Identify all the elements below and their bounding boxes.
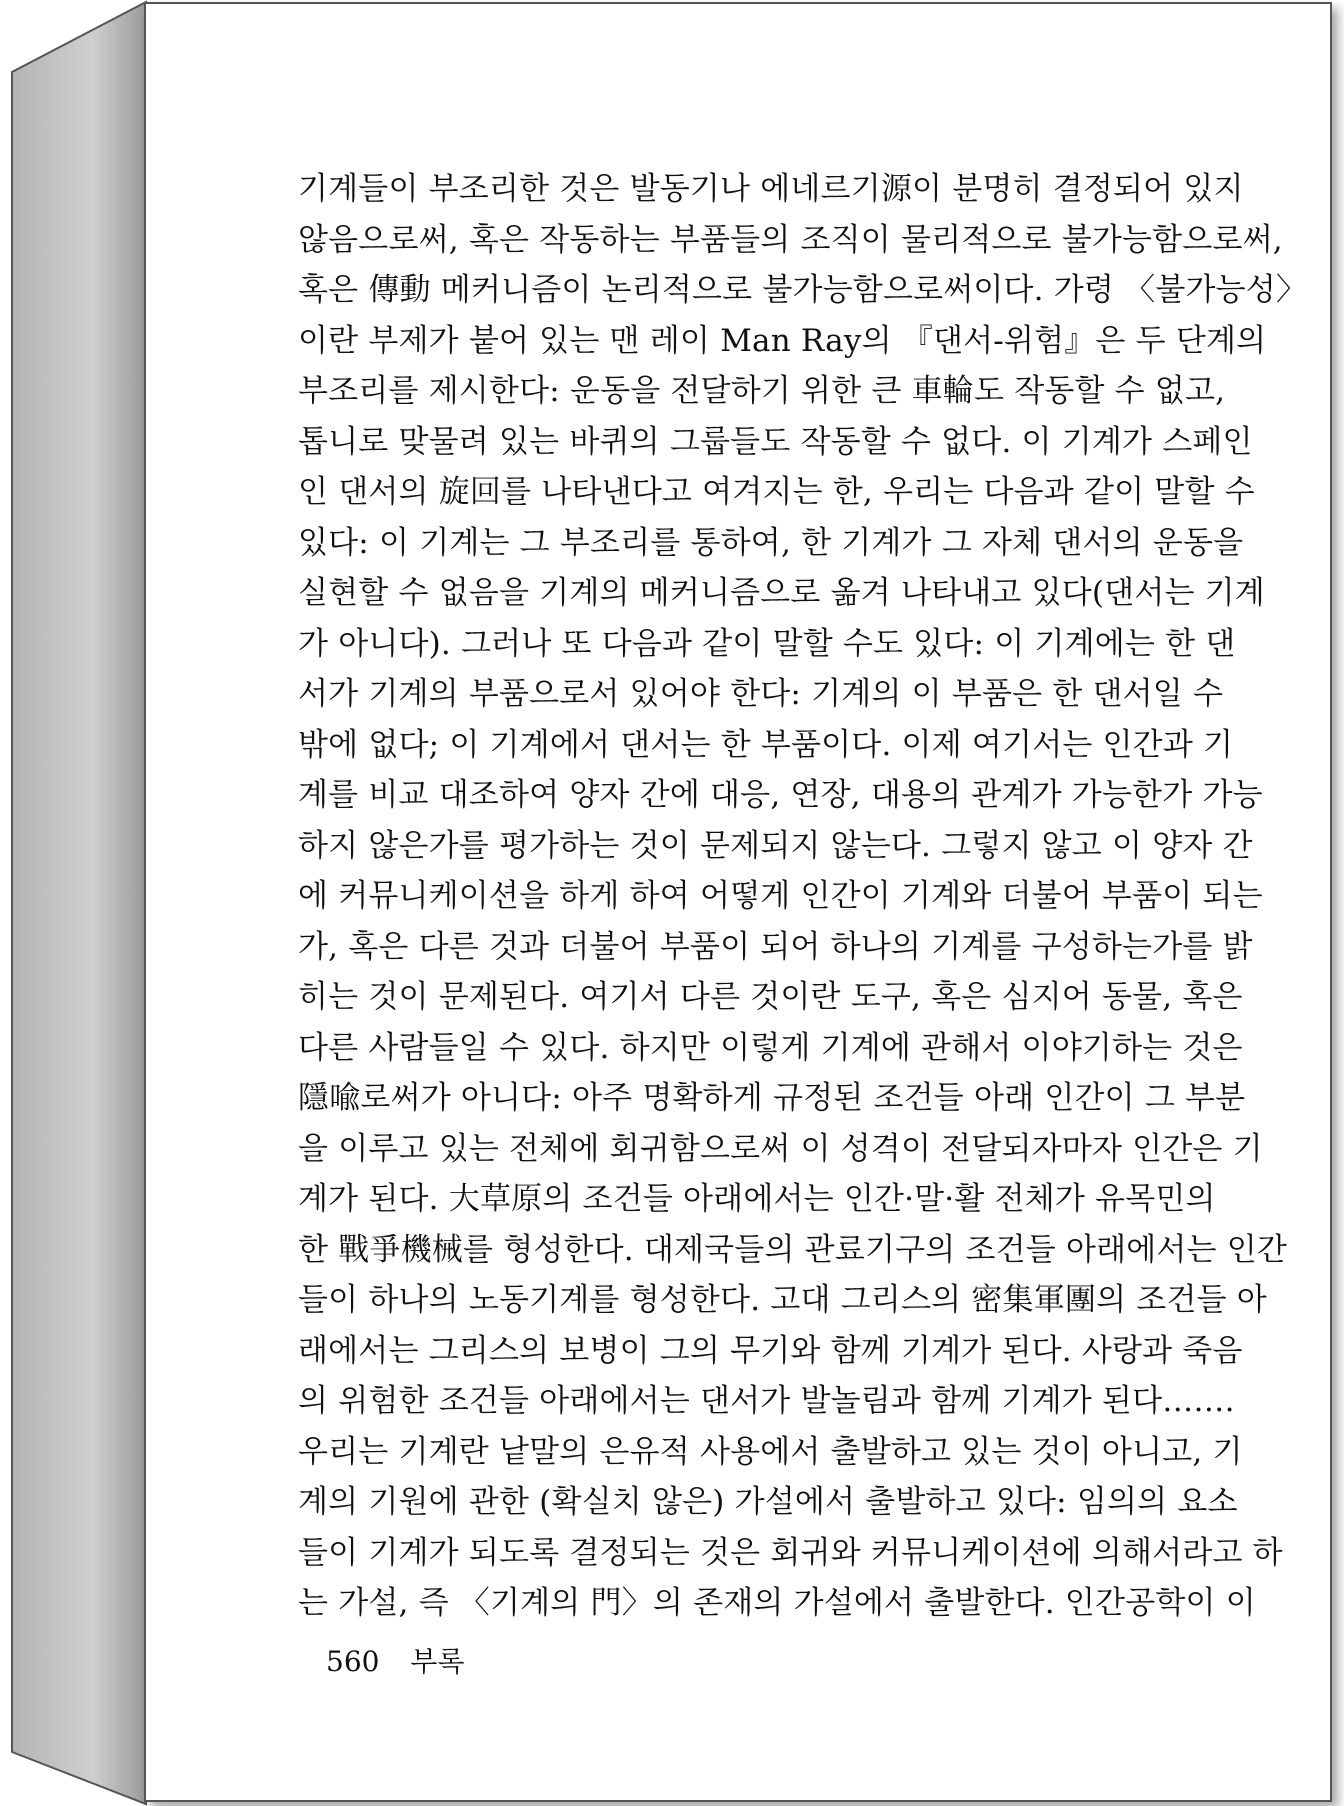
text-line: 한 戰爭機械를 형성한다. 대제국들의 관료기구의 조건들 아래에서는 인간 xyxy=(298,1231,1288,1268)
text-line: 계를 비교 대조하여 양자 간에 대응, 연장, 대용의 관계가 가능한가 가능 xyxy=(298,777,1263,813)
text-line: 이란 부제가 붙어 있는 맨 레이 Man Ray의 『댄서-위험』은 두 단계의 xyxy=(298,322,1267,359)
text-line: 않음으로써, 혹은 작동하는 부품들의 조직이 물리적으로 불가능함으로써, xyxy=(298,221,1283,258)
text-line: 다른 사람들일 수 있다. 하지만 이렇게 기계에 관해서 이야기하는 것은 xyxy=(298,1029,1243,1066)
page-footer xyxy=(326,1640,464,1680)
text-line: 실현할 수 없음을 기계의 메커니즘으로 옮겨 나타내고 있다(댄서는 기계 xyxy=(298,575,1265,611)
text-line: 부조리를 제시한다: 운동을 전달하기 위한 큰 車輪도 작동할 수 없고, xyxy=(298,373,1226,409)
text-line: 계의 기원에 관한 (확실치 않은) 가설에서 출발하고 있다: 임의의 요소 xyxy=(298,1484,1238,1520)
text-line: 우리는 기계란 낱말의 은유적 사용에서 출발하고 있는 것이 아니고, 기 xyxy=(298,1433,1243,1470)
text-line: 들이 기계가 되도록 결정되는 것은 회귀와 커뮤니케이션에 의해서라고 하 xyxy=(298,1534,1283,1571)
text-line: 의 위험한 조건들 아래에서는 댄서가 발놀림과 함께 기계가 된다……. xyxy=(298,1383,1235,1419)
book-spine xyxy=(0,0,150,1806)
text-line: 隱喩로써가 아니다: 아주 명확하게 규정된 조건들 아래 인간이 그 부분 xyxy=(298,1080,1246,1116)
text-line: 들이 하나의 노동기계를 형성한다. 고대 그리스의 密集軍團의 조건들 아 xyxy=(298,1282,1267,1318)
text-line: 을 이루고 있는 전체에 회귀함으로써 이 성격이 전달되자마자 인간은 기 xyxy=(298,1130,1263,1167)
body-text xyxy=(298,164,1308,1629)
text-line: 가, 혹은 다른 것과 더불어 부품이 되어 하나의 기계를 구성하는가를 밝 xyxy=(298,928,1253,965)
text-line: 가 아니다). 그러나 또 다음과 같이 말할 수도 있다: 이 기계에는 한 댄 xyxy=(298,625,1236,662)
text-line: 있다: 이 기계는 그 부조리를 통하여, 한 기계가 그 자체 댄서의 운동을 xyxy=(298,524,1244,561)
text-line: 는 가설, 즉 〈기계의 門〉의 존재의 가설에서 출발한다. 인간공학이 이 xyxy=(298,1585,1256,1621)
text-line: 래에서는 그리스의 보병이 그의 무기와 함께 기계가 된다. 사랑과 죽음 xyxy=(298,1332,1243,1369)
text-line: 혹은 傳動 메커니즘이 논리적으로 불가능함으로써이다. 가령 〈불가능성〉 xyxy=(298,272,1308,308)
page-number: 560 xyxy=(326,1645,380,1678)
text-line: 에 커뮤니케이션을 하게 하여 어떻게 인간이 기계와 더불어 부품이 되는 xyxy=(298,878,1263,914)
text-line: 히는 것이 문제된다. 여기서 다른 것이란 도구, 혹은 심지어 동물, 혹은 xyxy=(298,979,1243,1015)
text-line: 톱니로 맞물려 있는 바퀴의 그룹들도 작동할 수 없다. 이 기계가 스페인 xyxy=(298,423,1253,460)
section-title: 부록 xyxy=(410,1645,465,1678)
text-line: 서가 기계의 부품으로서 있어야 한다: 기계의 이 부품은 한 댄서일 수 xyxy=(298,676,1224,712)
text-line: 기계들이 부조리한 것은 발동기나 에네르기源이 분명히 결정되어 있지 xyxy=(298,171,1244,207)
text-line: 인 댄서의 旋回를 나타낸다고 여겨지는 한, 우리는 다음과 같이 말할 수 xyxy=(298,474,1255,510)
text-line: 밖에 없다; 이 기계에서 댄서는 한 부품이다. 이제 여기서는 인간과 기 xyxy=(298,726,1234,763)
text-line: 하지 않은가를 평가하는 것이 문제되지 않는다. 그렇지 않고 이 양자 간 xyxy=(298,827,1253,864)
text-line: 계가 된다. 大草原의 조건들 아래에서는 인간·말·활 전체가 유목민의 xyxy=(298,1181,1216,1217)
